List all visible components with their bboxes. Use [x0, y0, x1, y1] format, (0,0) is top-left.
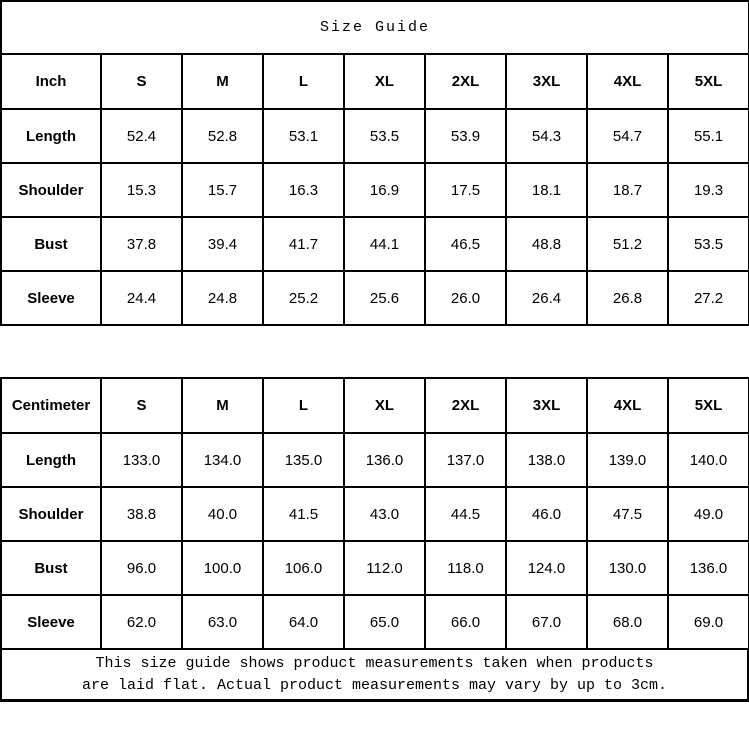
measurement-value: 138.0 — [506, 433, 587, 487]
measurement-value: 52.4 — [101, 109, 182, 163]
measurement-value: 43.0 — [344, 487, 425, 541]
measurement-value: 69.0 — [668, 595, 749, 649]
measurement-value: 53.9 — [425, 109, 506, 163]
measurement-row — [1, 541, 749, 595]
measurement-value: 133.0 — [101, 433, 182, 487]
size-header-cell: S — [101, 378, 182, 433]
measurement-value: 26.0 — [425, 271, 506, 325]
measurement-label: Shoulder — [1, 163, 101, 217]
measurement-value: 40.0 — [182, 487, 263, 541]
size-header-cell: M — [182, 54, 263, 109]
measurement-value: 44.5 — [425, 487, 506, 541]
measurement-value: 134.0 — [182, 433, 263, 487]
measurement-value: 55.1 — [668, 109, 749, 163]
measurement-value: 26.8 — [587, 271, 668, 325]
measurement-value: 39.4 — [182, 217, 263, 271]
measurement-value: 37.8 — [101, 217, 182, 271]
measurement-value: 63.0 — [182, 595, 263, 649]
measurement-value: 15.3 — [101, 163, 182, 217]
measurement-value: 118.0 — [425, 541, 506, 595]
unit-label-cell: Centimeter — [1, 378, 101, 433]
measurement-value: 100.0 — [182, 541, 263, 595]
size-header-cell: 5XL — [668, 54, 749, 109]
measurement-value: 26.4 — [506, 271, 587, 325]
measurement-label: Length — [1, 109, 101, 163]
measurement-value: 48.8 — [506, 217, 587, 271]
measurement-label: Sleeve — [1, 271, 101, 325]
measurement-value: 49.0 — [668, 487, 749, 541]
measurement-value: 24.4 — [101, 271, 182, 325]
cm-table-body — [1, 378, 749, 649]
measurement-value: 112.0 — [344, 541, 425, 595]
size-header-row — [1, 378, 749, 433]
measurement-value: 47.5 — [587, 487, 668, 541]
measurement-value: 139.0 — [587, 433, 668, 487]
size-header-cell: 5XL — [668, 378, 749, 433]
measurement-row — [1, 595, 749, 649]
size-header-cell: 3XL — [506, 54, 587, 109]
measurement-value: 68.0 — [587, 595, 668, 649]
inch-table-body — [1, 1, 749, 325]
measurement-value: 64.0 — [263, 595, 344, 649]
measurement-value: 137.0 — [425, 433, 506, 487]
measurement-value: 24.8 — [182, 271, 263, 325]
measurement-value: 15.7 — [182, 163, 263, 217]
measurement-value: 66.0 — [425, 595, 506, 649]
size-header-cell: 4XL — [587, 378, 668, 433]
measurement-label: Bust — [1, 541, 101, 595]
measurement-row — [1, 163, 749, 217]
size-header-cell: 2XL — [425, 54, 506, 109]
measurement-value: 54.3 — [506, 109, 587, 163]
size-header-cell: 4XL — [587, 54, 668, 109]
size-header-cell: M — [182, 378, 263, 433]
cm-size-table — [0, 377, 749, 650]
size-header-cell: L — [263, 54, 344, 109]
inch-size-table — [0, 0, 749, 326]
measurement-value: 51.2 — [587, 217, 668, 271]
measurement-label: Shoulder — [1, 487, 101, 541]
measurement-value: 52.8 — [182, 109, 263, 163]
measurement-row — [1, 271, 749, 325]
measurement-value: 41.7 — [263, 217, 344, 271]
measurement-value: 46.5 — [425, 217, 506, 271]
title-row — [1, 1, 749, 54]
measurement-value: 17.5 — [425, 163, 506, 217]
measurement-value: 136.0 — [344, 433, 425, 487]
measurement-value: 46.0 — [506, 487, 587, 541]
measurement-value: 135.0 — [263, 433, 344, 487]
page-title: Size Guide — [1, 1, 749, 54]
measurement-value: 53.5 — [668, 217, 749, 271]
measurement-value: 25.2 — [263, 271, 344, 325]
measurement-value: 136.0 — [668, 541, 749, 595]
size-header-cell: S — [101, 54, 182, 109]
measurement-value: 19.3 — [668, 163, 749, 217]
measurement-value: 16.3 — [263, 163, 344, 217]
size-header-cell: 2XL — [425, 378, 506, 433]
measurement-value: 96.0 — [101, 541, 182, 595]
footer-note — [0, 650, 749, 702]
unit-label-cell: Inch — [1, 54, 101, 109]
measurement-value: 16.9 — [344, 163, 425, 217]
measurement-value: 67.0 — [506, 595, 587, 649]
size-header-cell: L — [263, 378, 344, 433]
measurement-value: 106.0 — [263, 541, 344, 595]
measurement-row — [1, 487, 749, 541]
measurement-label: Length — [1, 433, 101, 487]
table-gap — [0, 326, 749, 377]
measurement-row — [1, 433, 749, 487]
measurement-row — [1, 109, 749, 163]
measurement-value: 54.7 — [587, 109, 668, 163]
measurement-label: Sleeve — [1, 595, 101, 649]
footer-line-2: are laid flat. Actual product measurements may vary by up to 3cm. — [81, 676, 668, 694]
measurement-value: 140.0 — [668, 433, 749, 487]
size-header-cell: XL — [344, 378, 425, 433]
measurement-label: Bust — [1, 217, 101, 271]
measurement-value: 27.2 — [668, 271, 749, 325]
footer-line-1: This size guide shows product measurements taken when products — [95, 654, 654, 672]
size-header-row — [1, 54, 749, 109]
size-header-cell: 3XL — [506, 378, 587, 433]
measurement-value: 124.0 — [506, 541, 587, 595]
measurement-value: 53.1 — [263, 109, 344, 163]
measurement-value: 65.0 — [344, 595, 425, 649]
measurement-value: 38.8 — [101, 487, 182, 541]
measurement-value: 44.1 — [344, 217, 425, 271]
measurement-value: 18.7 — [587, 163, 668, 217]
measurement-row — [1, 217, 749, 271]
measurement-value: 25.6 — [344, 271, 425, 325]
measurement-value: 41.5 — [263, 487, 344, 541]
measurement-value: 62.0 — [101, 595, 182, 649]
measurement-value: 130.0 — [587, 541, 668, 595]
measurement-value: 18.1 — [506, 163, 587, 217]
measurement-value: 53.5 — [344, 109, 425, 163]
size-header-cell: XL — [344, 54, 425, 109]
